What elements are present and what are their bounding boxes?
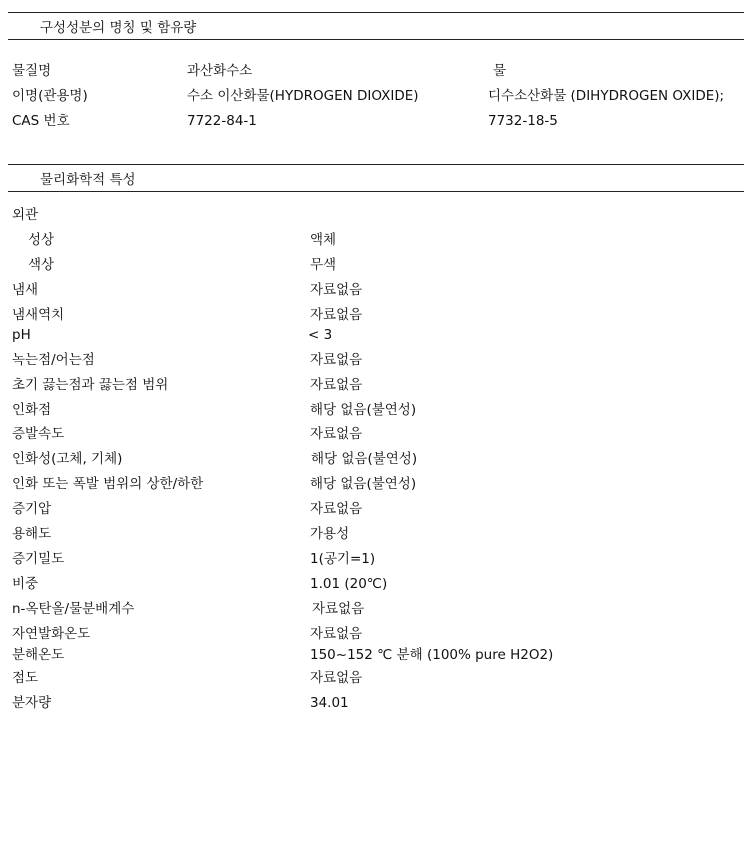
flash-point-label: 인화점	[12, 402, 52, 418]
evaporation-rate-label: 증발속도	[12, 426, 65, 442]
cas-label: CAS 번호	[12, 113, 70, 129]
molecular-weight-value: 34.01	[310, 695, 349, 711]
flash-point-value: 해당 없음(불연성)	[310, 402, 417, 418]
solubility-value: 가용성	[310, 526, 350, 542]
boiling-point-value: 자료없음	[310, 377, 363, 393]
synonym-value-2: 디수소산화물 (DIHYDROGEN OXIDE);	[488, 88, 725, 104]
odor-threshold-label: 냄새역치	[12, 307, 65, 323]
section2-bottom-rule	[8, 191, 744, 192]
form-value: 액체	[310, 232, 337, 248]
odor-label: 냄새	[12, 282, 39, 298]
evaporation-rate-value: 자료없음	[310, 426, 363, 442]
section1-title: 구성성분의 명칭 및 함유량	[40, 20, 197, 36]
synonym-value-1: 수소 이산화물(HYDROGEN DIOXIDE)	[187, 88, 419, 104]
section2-title: 물리화학적 특성	[40, 172, 136, 188]
color-label: 색상	[28, 257, 55, 273]
vapor-pressure-value: 자료없음	[310, 501, 363, 517]
flammability-value: 해당 없음(불연성)	[311, 451, 418, 467]
molecular-weight-label: 분자량	[12, 695, 52, 711]
autoignition-temp-value: 자료없음	[310, 626, 363, 642]
flammability-label: 인화성(고체, 기체)	[12, 451, 123, 467]
ph-label: pH	[12, 327, 31, 343]
specific-gravity-value: 1.01 (20℃)	[310, 576, 388, 592]
decomposition-temp-value: 150~152 ℃ 분해 (100% pure H2O2)	[310, 647, 554, 663]
viscosity-value: 자료없음	[310, 670, 363, 686]
synonym-label: 이명(관용명)	[12, 88, 88, 104]
melting-point-label: 녹는점/어는점	[12, 352, 95, 368]
vapor-pressure-label: 증기압	[12, 501, 52, 517]
partition-coefficient-label: n-옥탄올/물분배계수	[12, 601, 135, 617]
substance-name-value-2: 물	[493, 63, 507, 79]
specific-gravity-label: 비중	[12, 576, 39, 592]
color-value: 무색	[310, 257, 337, 273]
form-label: 성상	[28, 232, 55, 248]
explosion-limits-value: 해당 없음(불연성)	[310, 476, 417, 492]
section2-top-rule	[8, 164, 744, 165]
autoignition-temp-label: 자연발화온도	[12, 626, 91, 642]
section1-top-rule	[8, 12, 744, 13]
vapor-density-value: 1(공기=1)	[310, 551, 376, 567]
substance-name-value-1: 과산화수소	[187, 63, 253, 79]
solubility-label: 용해도	[12, 526, 52, 542]
appearance-label: 외관	[12, 207, 39, 223]
decomposition-temp-label: 분해온도	[12, 647, 65, 663]
substance-name-label: 물질명	[12, 63, 52, 79]
explosion-limits-label: 인화 또는 폭발 범위의 상한/하한	[12, 476, 204, 492]
cas-value-2: 7732-18-5	[488, 113, 558, 129]
cas-value-1: 7722-84-1	[187, 113, 257, 129]
melting-point-value: 자료없음	[310, 352, 363, 368]
vapor-density-label: 증기밀도	[12, 551, 65, 567]
odor-value: 자료없음	[310, 282, 363, 298]
partition-coefficient-value: 자료없음	[312, 601, 365, 617]
odor-threshold-value: 자료없음	[310, 307, 363, 323]
viscosity-label: 점도	[12, 670, 39, 686]
ph-value: < 3	[308, 327, 333, 343]
section1-bottom-rule	[8, 39, 744, 40]
boiling-point-label: 초기 끓는점과 끓는점 범위	[12, 377, 169, 393]
